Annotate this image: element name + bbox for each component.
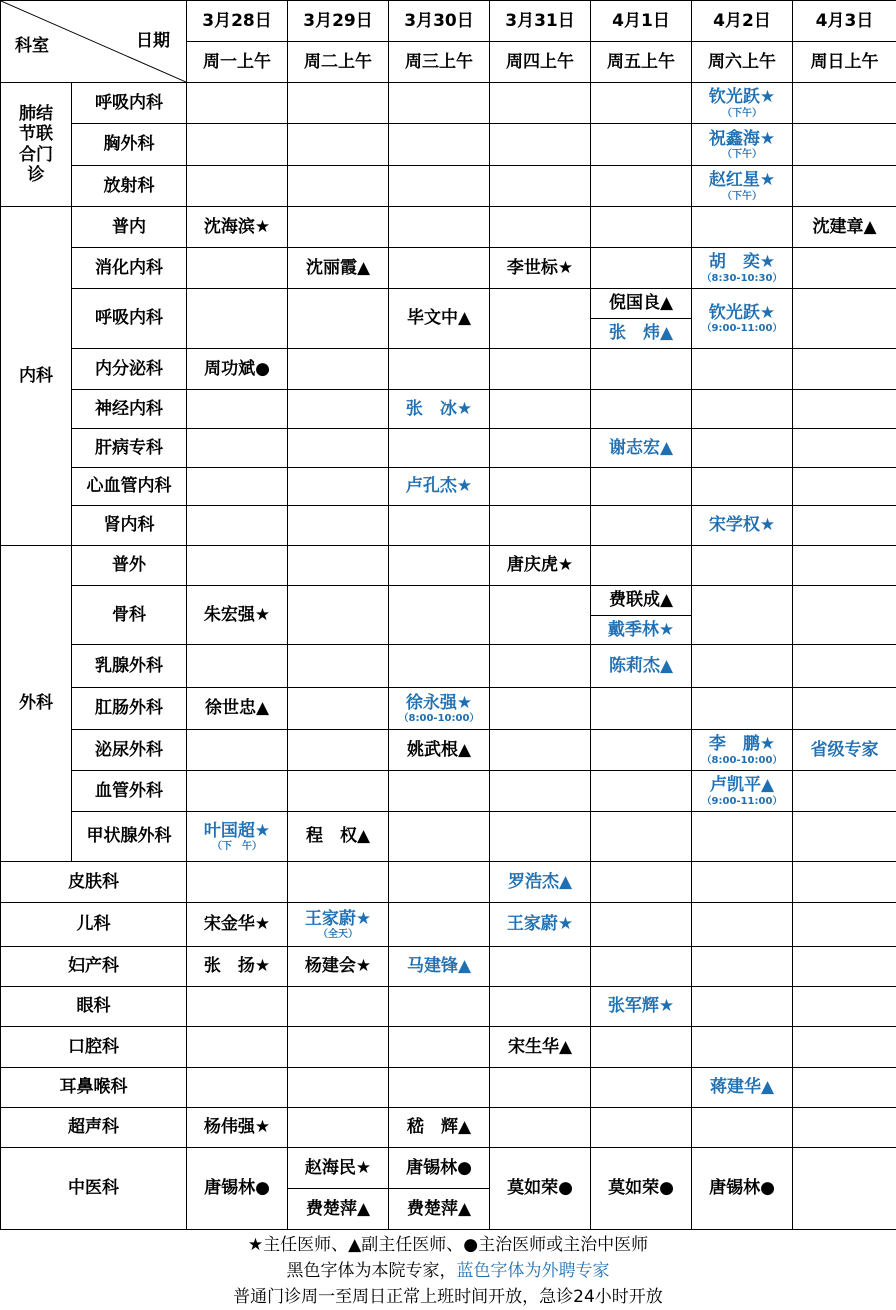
group-internal: 内科	[1, 207, 72, 546]
row-lung-thor	[1, 124, 896, 166]
row-su-vasc	[1, 771, 896, 812]
doctor-cell: 莫如荣●	[490, 1148, 591, 1230]
day-header: 周五上午	[591, 42, 692, 83]
doctor-cell: 朱宏强★	[187, 586, 288, 645]
doctor-cell: 费联成▲	[591, 586, 691, 616]
dept-name: 呼吸内科	[72, 289, 187, 349]
date-header: 3月28日	[187, 1, 288, 42]
doctor-cell: 莫如荣●	[591, 1148, 692, 1230]
doctor-cell: 李 鹏★ （8:00-10:00）	[692, 730, 793, 771]
dept-name: 呼吸内科	[72, 83, 187, 124]
header-date-row	[1, 1, 896, 42]
doctor-cell: 叶国超★ （下 午）	[187, 812, 288, 862]
footer-notes	[0, 1232, 896, 1310]
day-header: 周六上午	[692, 42, 793, 83]
row-su-gen	[1, 546, 896, 586]
dept-name: 中医科	[1, 1148, 187, 1230]
doctor-cell: 程 权▲	[288, 812, 389, 862]
date-header: 3月30日	[389, 1, 490, 42]
legend-text: ★主任医师、▲副主任医师、●主治医师或主治中医师	[0, 1232, 896, 1258]
doctor-cell: 沈海滨★	[187, 207, 288, 248]
doctor-cell: 罗浩杰▲	[490, 862, 591, 903]
doctor-cell: 钦光跃★ （9:00-11:00）	[692, 289, 793, 349]
doctor-cell: 王家蔚★	[490, 903, 591, 947]
doctor-cell: 嵇 辉▲	[389, 1108, 490, 1148]
split-cell	[389, 1148, 490, 1230]
doctor-cell: 沈建章▲	[793, 207, 896, 248]
doctor-cell: 唐锡林●	[692, 1148, 793, 1230]
dept-name: 心血管内科	[72, 468, 187, 506]
dept-name: 泌尿外科	[72, 730, 187, 771]
row-im-endo	[1, 349, 896, 390]
dept-name: 乳腺外科	[72, 645, 187, 688]
doctor-cell: 姚武根▲	[389, 730, 490, 771]
row-su-uro	[1, 730, 896, 771]
split-cell	[288, 1148, 389, 1230]
row-im-liver	[1, 429, 896, 468]
dept-name: 骨科	[72, 586, 187, 645]
doctor-cell: 省级专家	[793, 730, 896, 771]
color-legend	[0, 1258, 896, 1284]
dept-name: 眼科	[1, 987, 187, 1027]
doctor-cell: 祝鑫海★ （下午）	[692, 124, 793, 166]
external-expert-note: 蓝色字体为外聘专家	[457, 1261, 610, 1281]
doctor-cell: 费楚萍▲	[288, 1189, 388, 1229]
doctor-cell: 杨建会★	[288, 947, 389, 987]
dept-name: 皮肤科	[1, 862, 187, 903]
dept-name: 神经内科	[72, 390, 187, 429]
date-header: 4月1日	[591, 1, 692, 42]
group-lung: 肺结节联合门诊	[1, 83, 72, 207]
dept-name: 甲状腺外科	[72, 812, 187, 862]
day-header: 周三上午	[389, 42, 490, 83]
local-expert-note: 黑色字体为本院专家，	[287, 1261, 457, 1281]
row-im-gi	[1, 248, 896, 289]
doctor-cell: 徐永强★ （8:00-10:00）	[389, 688, 490, 730]
doctor-cell: 戴季林★	[591, 616, 691, 645]
row-su-ortho	[1, 586, 896, 645]
dept-name: 妇产科	[1, 947, 187, 987]
dept-name: 内分泌科	[72, 349, 187, 390]
dept-name: 儿科	[1, 903, 187, 947]
row-obgyn	[1, 947, 896, 987]
doctor-cell: 宋金华★	[187, 903, 288, 947]
group-surgery: 外科	[1, 546, 72, 862]
row-oral	[1, 1027, 896, 1068]
doctor-cell: 毕文中▲	[389, 289, 490, 349]
row-derm	[1, 862, 896, 903]
doctor-cell: 杨伟强★	[187, 1108, 288, 1148]
doctor-cell: 张 扬★	[187, 947, 288, 987]
doctor-cell: 赵海民★	[288, 1148, 388, 1189]
dept-name: 放射科	[72, 166, 187, 207]
doctor-cell: 谢志宏▲	[591, 429, 692, 468]
row-im-resp	[1, 289, 896, 349]
row-lung-rad	[1, 166, 896, 207]
doctor-cell: 沈丽霞▲	[288, 248, 389, 289]
dept-name: 口腔科	[1, 1027, 187, 1068]
row-im-cardio	[1, 468, 896, 506]
doctor-cell: 钦光跃★ （下午）	[692, 83, 793, 124]
doctor-cell: 张 炜▲	[591, 319, 691, 348]
row-su-thy	[1, 812, 896, 862]
dept-label: 科室	[15, 36, 49, 56]
split-cell	[591, 289, 692, 349]
dept-name: 普外	[72, 546, 187, 586]
row-peds	[1, 903, 896, 947]
doctor-cell: 唐锡林●	[389, 1148, 489, 1189]
doctor-cell: 唐锡林●	[187, 1148, 288, 1230]
doctor-cell: 唐庆虎★	[490, 546, 591, 586]
dept-name: 血管外科	[72, 771, 187, 812]
doctor-cell: 赵红星★ （下午）	[692, 166, 793, 207]
day-header: 周日上午	[793, 42, 896, 83]
row-im-neuro	[1, 390, 896, 429]
opening-hours-note: 普通门诊周一至周日正常上班时间开放，急诊24小时开放	[0, 1284, 896, 1310]
dept-name: 胸外科	[72, 124, 187, 166]
row-lung-resp	[1, 83, 896, 124]
dept-name: 普内	[72, 207, 187, 248]
row-us	[1, 1108, 896, 1148]
dept-name: 肛肠外科	[72, 688, 187, 730]
doctor-cell: 徐世忠▲	[187, 688, 288, 730]
doctor-cell: 卢孔杰★	[389, 468, 490, 506]
row-ent	[1, 1068, 896, 1108]
doctor-cell: 倪国良▲	[591, 289, 691, 319]
day-header: 周四上午	[490, 42, 591, 83]
doctor-cell: 蒋建华▲	[692, 1068, 793, 1108]
date-header: 4月3日	[793, 1, 896, 42]
header-corner	[1, 1, 187, 83]
dept-name: 耳鼻喉科	[1, 1068, 187, 1108]
doctor-cell: 周功斌●	[187, 349, 288, 390]
row-su-breast	[1, 645, 896, 688]
doctor-cell: 马建锋▲	[389, 947, 490, 987]
dept-name: 超声科	[1, 1108, 187, 1148]
doctor-cell: 陈莉杰▲	[591, 645, 692, 688]
row-eye	[1, 987, 896, 1027]
day-header: 周二上午	[288, 42, 389, 83]
dept-name: 肝病专科	[72, 429, 187, 468]
doctor-cell: 王家蔚★ （全天）	[288, 903, 389, 947]
doctor-cell: 张军辉★	[591, 987, 692, 1027]
split-cell	[591, 586, 692, 645]
doctor-cell: 费楚萍▲	[389, 1189, 489, 1229]
doctor-cell: 胡 奕★ （8:30-10:30）	[692, 248, 793, 289]
row-su-colo	[1, 688, 896, 730]
date-header: 3月29日	[288, 1, 389, 42]
date-header: 3月31日	[490, 1, 591, 42]
doctor-cell: 李世标★	[490, 248, 591, 289]
row-im-gen	[1, 207, 896, 248]
date-label: 日期	[136, 31, 170, 51]
doctor-cell: 张 冰★	[389, 390, 490, 429]
doctor-cell: 宋生华▲	[490, 1027, 591, 1068]
date-header: 4月2日	[692, 1, 793, 42]
day-header: 周一上午	[187, 42, 288, 83]
doctor-cell: 宋学权★	[692, 506, 793, 546]
dept-name: 肾内科	[72, 506, 187, 546]
dept-name: 消化内科	[72, 248, 187, 289]
row-im-nephro	[1, 506, 896, 546]
row-tcm	[1, 1148, 896, 1230]
doctor-cell: 卢凯平▲ （9:00-11:00）	[692, 771, 793, 812]
